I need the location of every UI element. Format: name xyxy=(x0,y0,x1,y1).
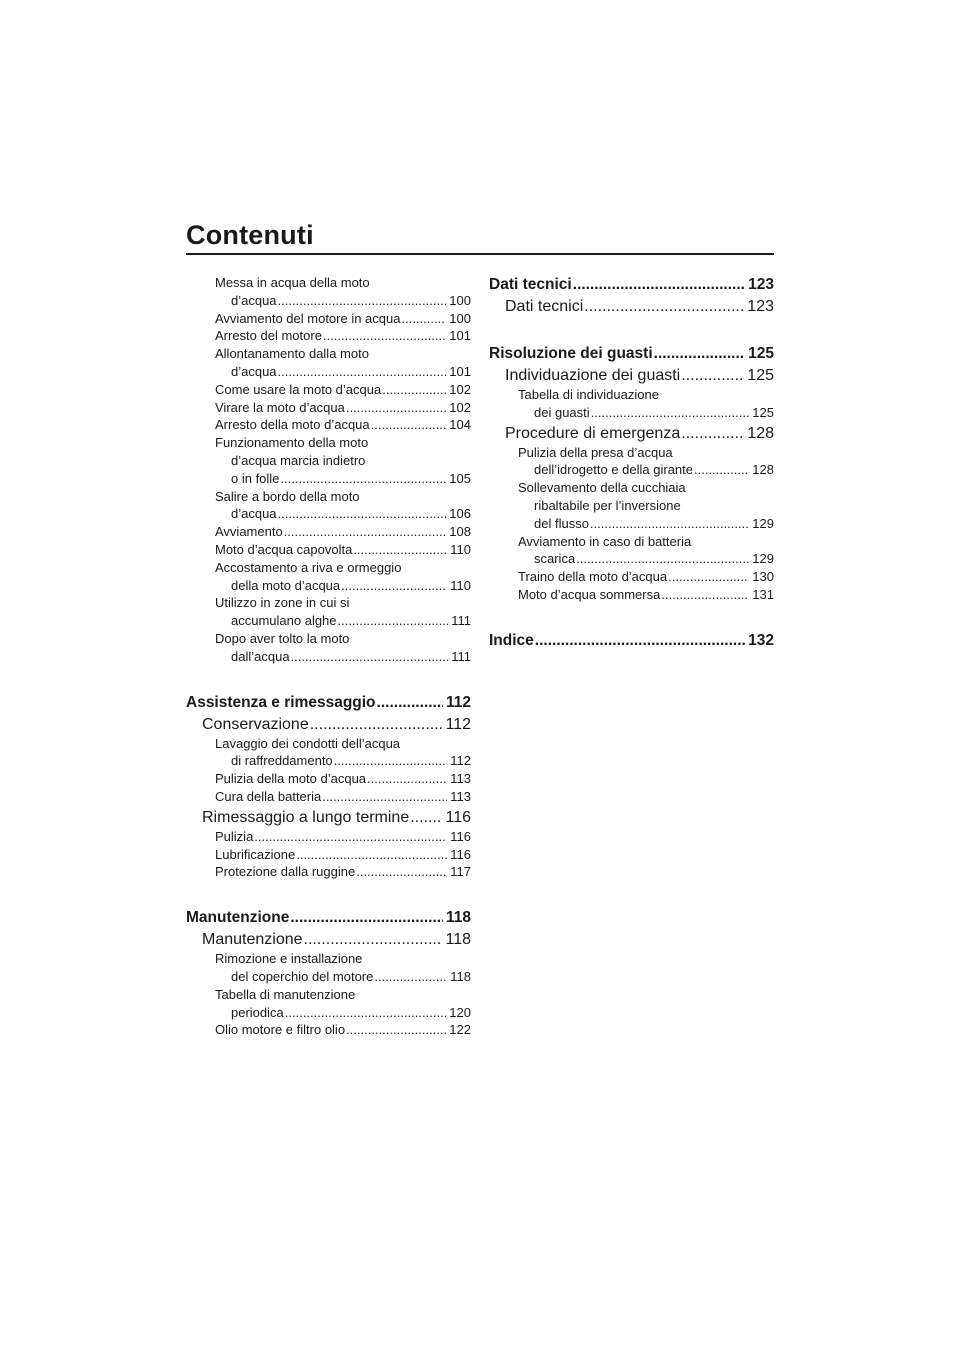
toc-page-number: 102 xyxy=(449,399,471,415)
dot-leader xyxy=(681,365,744,386)
dot-leader xyxy=(291,648,449,666)
toc-entry-title: Rimessaggio a lungo termine xyxy=(202,808,410,826)
toc-page-number: 113 xyxy=(450,771,471,787)
toc-page-number: 118 xyxy=(445,931,471,949)
toc-page-number: 129 xyxy=(752,515,774,531)
toc-page-number: 130 xyxy=(752,569,774,585)
toc-entry-manutenzione[interactable] xyxy=(186,929,471,950)
toc-entry-title: Indice xyxy=(489,631,534,649)
toc-entry-d-acqua[interactable] xyxy=(186,345,471,381)
toc-entry-individuazione-dei-guasti[interactable] xyxy=(489,365,774,386)
toc-entry-title: Assistenza e rimessaggio xyxy=(186,693,376,711)
dot-leader xyxy=(290,907,443,928)
toc-page-number: 111 xyxy=(451,613,471,629)
dot-leader xyxy=(296,846,447,864)
toc-page-number: 132 xyxy=(748,631,774,649)
toc-entry-indice[interactable] xyxy=(489,630,774,651)
toc-page-number: 100 xyxy=(449,310,471,326)
toc-page-number: 131 xyxy=(752,586,774,602)
dot-leader xyxy=(278,505,447,523)
toc-entry-text-line: Tabella di individuazione xyxy=(518,387,659,402)
toc-page-number: 116 xyxy=(450,846,471,862)
toc-entry-text-line: Sollevamento della cucchiaia xyxy=(518,480,686,496)
toc-right-column xyxy=(489,274,774,651)
dot-leader xyxy=(285,1004,447,1022)
toc-entry-traino-della-moto-d-acqua[interactable] xyxy=(489,568,774,586)
toc-entry-risoluzione-dei-guasti[interactable] xyxy=(489,343,774,364)
toc-entry-text-line: Accostamento a riva e ormeggio xyxy=(215,559,402,575)
toc-entry-text-line: Tabella di manutenzione xyxy=(215,986,356,1002)
toc-entry-arresto-del-motore[interactable] xyxy=(186,327,471,345)
toc-page-number: 120 xyxy=(449,1004,471,1020)
dot-leader xyxy=(284,523,447,541)
toc-entry-avviamento-del-motore-in-acqua[interactable] xyxy=(186,310,471,328)
toc-page-number: 117 xyxy=(450,864,471,880)
page-title: Contenuti xyxy=(186,220,314,250)
toc-entry-text-line: Pulizia della presa d’acqua xyxy=(518,444,673,460)
dot-leader xyxy=(591,404,750,422)
dot-leader xyxy=(341,577,447,595)
toc-entry-text-line: Allontanamento dalla moto xyxy=(215,346,369,362)
toc-page-number: 116 xyxy=(450,828,471,844)
toc-entry-cura-della-batteria[interactable] xyxy=(186,788,471,806)
toc-page-number: 122 xyxy=(449,1022,471,1038)
toc-entry-title: Conservazione xyxy=(202,715,309,733)
toc-entry-del-flusso[interactable] xyxy=(489,479,774,532)
toc-entry-pulizia[interactable] xyxy=(186,828,471,846)
toc-page-number: 118 xyxy=(450,968,471,984)
toc-entry-title: d’acqua xyxy=(231,506,277,522)
toc-entry-dell-idrogetto-e-della-girante[interactable] xyxy=(489,444,774,480)
toc-entry-title: periodica xyxy=(231,1004,284,1020)
toc-entry-title: Manutenzione xyxy=(186,909,290,927)
dot-leader xyxy=(576,550,749,568)
toc-page-number: 101 xyxy=(449,363,471,379)
toc-entry-lubrificazione[interactable] xyxy=(186,846,471,864)
toc-entry-rimessaggio-a-lungo-termine[interactable] xyxy=(186,807,471,828)
toc-entry-assistenza-e-rimessaggio[interactable] xyxy=(186,692,471,713)
dot-leader xyxy=(382,381,446,399)
dot-leader xyxy=(573,274,745,295)
toc-entry-title: Risoluzione dei guasti xyxy=(489,345,653,362)
toc-entry-text-line: d’acqua marcia indietro xyxy=(231,452,366,468)
dot-leader xyxy=(371,416,447,434)
toc-page-number: 110 xyxy=(450,577,471,593)
toc-entry-title: Come usare la moto d’acqua xyxy=(215,381,382,397)
toc-entry-del-coperchio-del-motore[interactable] xyxy=(186,950,471,986)
toc-entry-title: Avviamento xyxy=(215,524,283,540)
toc-entry-title: Manutenzione xyxy=(202,931,303,949)
toc-page-number: 112 xyxy=(450,753,471,769)
dot-leader xyxy=(377,692,443,713)
dot-leader xyxy=(338,612,449,630)
toc-entry-title: Olio motore e filtro olio xyxy=(215,1022,346,1038)
toc-entry-title: scarica xyxy=(534,551,576,567)
toc-entry-moto-d-acqua-capovolta[interactable] xyxy=(186,541,471,559)
toc-entry-title: Virare la moto d’acqua xyxy=(215,399,345,415)
dot-leader xyxy=(584,296,744,317)
dot-leader xyxy=(401,310,446,328)
dot-leader xyxy=(681,423,744,444)
dot-leader xyxy=(367,770,447,788)
toc-entry-text-line: Dopo aver tolto la moto xyxy=(215,630,350,646)
toc-page-number: 128 xyxy=(752,462,774,478)
toc-page-number: 101 xyxy=(449,328,471,344)
toc-entry-title: del coperchio del motore xyxy=(231,968,374,984)
toc-entry-o-in-folle[interactable] xyxy=(186,434,471,487)
toc-entry-title: o in folle xyxy=(231,470,280,486)
dot-leader xyxy=(254,828,447,846)
toc-entry-title: Moto d’acqua sommersa xyxy=(518,586,661,602)
toc-entry-olio-motore-e-filtro-olio[interactable] xyxy=(186,1021,471,1039)
toc-page-number: 112 xyxy=(445,693,471,711)
toc-entry-text-line: Utilizzo in zone in cui si xyxy=(215,595,350,611)
toc-entry-text-line: Rimozione e installazione xyxy=(215,951,363,967)
toc-page-number: 100 xyxy=(449,292,471,308)
toc-page-number: 123 xyxy=(747,298,774,315)
dot-leader xyxy=(694,461,749,479)
toc-entry-di-raffreddamento[interactable] xyxy=(186,735,471,771)
dot-leader xyxy=(304,929,443,950)
toc-entry-title: Cura della batteria xyxy=(215,788,322,804)
toc-entry-d-acqua[interactable] xyxy=(186,488,471,524)
toc-page-number: 106 xyxy=(449,506,471,522)
toc-entry-text-line: Salire a bordo della moto xyxy=(215,488,360,504)
toc-entry-dall-acqua[interactable] xyxy=(186,630,471,666)
toc-entry-title: Arresto della moto d’acqua xyxy=(215,417,370,433)
toc-entry-virare-la-moto-d-acqua[interactable] xyxy=(186,399,471,417)
toc-entry-title: del flusso xyxy=(534,515,589,531)
toc-page-number: 104 xyxy=(449,417,471,433)
dot-leader xyxy=(590,515,749,533)
toc-entry-dati-tecnici[interactable] xyxy=(489,296,774,317)
toc-page-number: 123 xyxy=(748,276,774,293)
toc-entry-avviamento[interactable] xyxy=(186,523,471,541)
toc-entry-title: Moto d’acqua capovolta xyxy=(215,541,353,557)
toc-entry-d-acqua[interactable] xyxy=(186,274,471,310)
toc-page-number: 116 xyxy=(445,808,471,826)
toc-entry-title: Procedure di emergenza xyxy=(505,424,681,442)
dot-leader xyxy=(410,807,442,828)
toc-entry-title: Dati tecnici xyxy=(505,298,584,315)
dot-leader xyxy=(668,568,749,586)
toc-page-number: 105 xyxy=(449,470,471,486)
toc-page-number: 125 xyxy=(752,404,774,420)
toc-entry-title: di raffreddamento xyxy=(231,753,333,769)
toc-left-column xyxy=(186,274,471,1039)
toc-entry-text-line: Funzionamento della moto xyxy=(215,435,369,451)
toc-entry-title: Protezione dalla ruggine xyxy=(215,864,356,880)
toc-page-number: 113 xyxy=(450,788,471,804)
toc-entry-dati-tecnici[interactable] xyxy=(489,274,774,295)
toc-page-number: 128 xyxy=(747,424,774,442)
toc-entry-title: d’acqua xyxy=(231,363,277,379)
toc-entry-text-line: Messa in acqua della moto xyxy=(215,275,370,290)
toc-page-number: 102 xyxy=(449,381,471,397)
dot-leader xyxy=(661,586,749,604)
toc-entry-title: dall’acqua xyxy=(231,648,290,664)
dot-leader xyxy=(323,327,446,345)
toc-entry-title: dell’idrogetto e della girante xyxy=(534,462,693,478)
toc-entry-pulizia-della-moto-d-acqua[interactable] xyxy=(186,770,471,788)
toc-entry-title: Dati tecnici xyxy=(489,276,572,293)
toc-entry-title: Traino della moto d’acqua xyxy=(518,569,668,585)
toc-entry-title: Arresto del motore xyxy=(215,328,322,344)
dot-leader xyxy=(356,863,447,881)
toc-entry-title: della moto d’acqua xyxy=(231,577,341,593)
dot-leader xyxy=(278,363,447,381)
toc-entry-arresto-della-moto-d-acqua[interactable] xyxy=(186,416,471,434)
toc-entry-title: Lubrificazione xyxy=(215,846,296,862)
toc-page-number: 125 xyxy=(748,345,774,362)
toc-entry-procedure-di-emergenza[interactable] xyxy=(489,423,774,444)
toc-page-number: 108 xyxy=(449,524,471,540)
toc-page-number: 112 xyxy=(445,715,471,733)
toc-entry-title: Avviamento del motore in acqua xyxy=(215,310,401,326)
dot-leader xyxy=(346,399,446,417)
toc-entry-della-moto-d-acqua[interactable] xyxy=(186,559,471,595)
title-rule xyxy=(186,253,774,255)
toc-page-number: 111 xyxy=(451,648,471,664)
toc-entry-moto-d-acqua-sommersa[interactable] xyxy=(489,586,774,604)
dot-leader xyxy=(353,541,447,559)
toc-entry-manutenzione[interactable] xyxy=(186,907,471,928)
dot-leader xyxy=(535,630,745,651)
toc-entry-dei-guasti[interactable] xyxy=(489,386,774,422)
dot-leader xyxy=(280,470,446,488)
dot-leader xyxy=(334,752,448,770)
toc-entry-scarica[interactable] xyxy=(489,533,774,569)
toc-page-number: 110 xyxy=(450,541,471,557)
toc-page-number: 125 xyxy=(747,367,774,384)
dot-leader xyxy=(278,292,447,310)
toc-entry-title: dei guasti xyxy=(534,404,590,420)
dot-leader xyxy=(654,343,745,364)
dot-leader xyxy=(322,788,447,806)
toc-entry-conservazione[interactable] xyxy=(186,714,471,735)
toc-entry-title: d’acqua xyxy=(231,292,277,308)
toc-entry-title: Individuazione dei guasti xyxy=(505,367,681,384)
toc-entry-accumulano-alghe[interactable] xyxy=(186,594,471,630)
toc-entry-text-line: Avviamento in caso di batteria xyxy=(518,533,692,549)
toc-entry-come-usare-la-moto-d-acqua[interactable] xyxy=(186,381,471,399)
dot-leader xyxy=(374,968,447,986)
dot-leader xyxy=(346,1021,446,1039)
toc-entry-title: Pulizia xyxy=(215,828,254,844)
toc-entry-title: Pulizia della moto d’acqua xyxy=(215,771,367,787)
toc-entry-protezione-dalla-ruggine[interactable] xyxy=(186,863,471,881)
toc-page-number: 129 xyxy=(752,551,774,567)
toc-page-number: 118 xyxy=(445,909,471,927)
dot-leader xyxy=(310,714,443,735)
toc-entry-text-line: Lavaggio dei condotti dell’acqua xyxy=(215,735,401,751)
toc-entry-text-line: ribaltabile per l’inversione xyxy=(534,497,681,513)
toc-entry-periodica[interactable] xyxy=(186,986,471,1022)
toc-entry-title: accumulano alghe xyxy=(231,613,337,629)
